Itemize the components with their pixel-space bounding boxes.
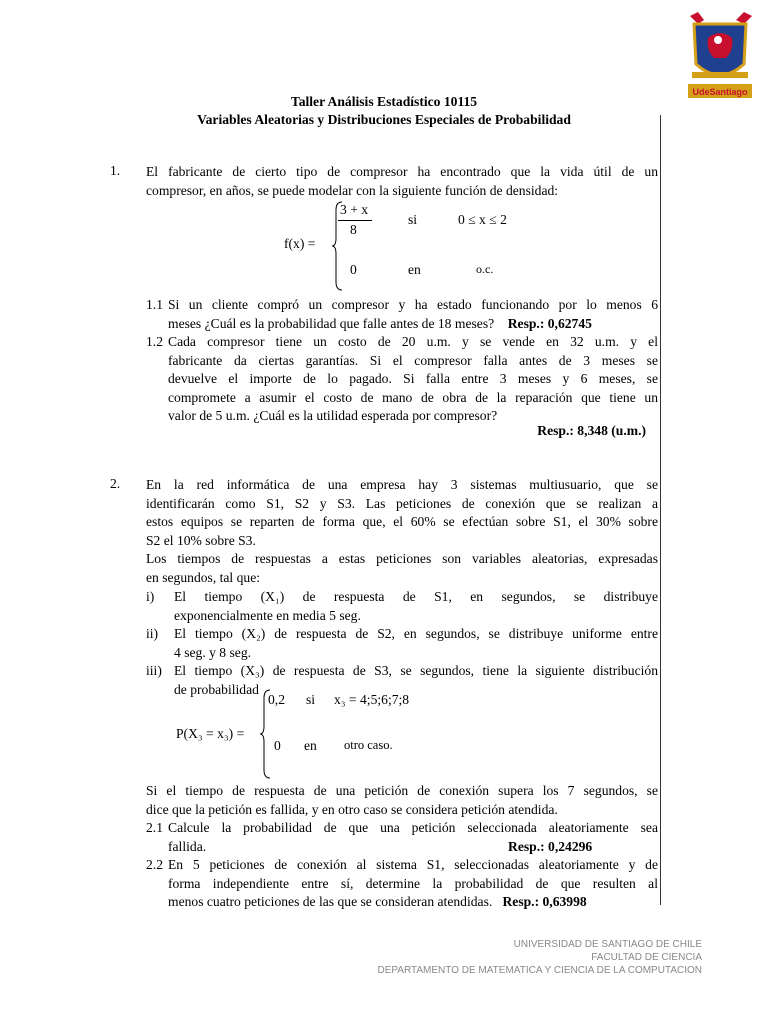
fx-oc: o.c. <box>476 262 494 276</box>
fraction-bar <box>338 220 372 221</box>
footer <box>377 938 702 977</box>
item-label: iii) <box>146 663 162 678</box>
sub-line: forma independiente entre sí, determine la probabilidad de que resulten al <box>168 875 658 891</box>
fx-en: en <box>408 262 421 277</box>
sub-label: 2.2 <box>146 857 163 872</box>
q1-statement <box>146 163 658 200</box>
sub-label: 1.2 <box>146 334 163 349</box>
q2-failure-definition <box>146 782 658 819</box>
page-subtitle: Variables Aleatorias y Distribuciones Especiales de Probabilidad <box>197 112 571 127</box>
probability-function <box>176 688 476 780</box>
fx-denominator: 8 <box>350 222 357 237</box>
answer-1-2: Resp.: 8,348 (u.m.) <box>537 423 646 438</box>
item-line: de probabilidad <box>174 681 259 697</box>
q1-line: compresor, en años, se puede modelar con la siguiente función de densidad: <box>146 182 559 198</box>
px-label: P(X₃ = x₃) = <box>176 726 245 741</box>
fx-zero: 0 <box>350 262 357 277</box>
px-otro-caso: otro caso. <box>344 738 393 752</box>
footer-university: UNIVERSIDAD DE SANTIAGO DE CHILE <box>513 939 702 950</box>
sub-line: meses ¿Cuál es la probabilidad que falle antes de 18 meses? <box>168 315 495 331</box>
sub-label: 1.1 <box>146 297 163 312</box>
sub-line: En 5 peticiones de conexión al sistema S1, seleccionadas aleatoriamente y de <box>168 857 658 872</box>
footer-department: DEPARTAMENTO DE MATEMATICA Y CIENCIA DE LA COMPUTACION <box>377 965 702 976</box>
item-line: El tiempo (X₂) de respuesta de S2, en segundos, se distribuye uniforme entre <box>174 626 658 641</box>
footer-faculty: FACULTAD DE CIENCIA <box>591 952 702 963</box>
q2-number: 2. <box>110 476 121 491</box>
px-value: 0,2 <box>268 692 285 707</box>
sub-line: devuelve el importe de lo pagado. Si falla entre 3 meses y 6 meses, se <box>168 371 658 387</box>
px-en: en <box>304 738 317 753</box>
fx-numerator: 3 + x <box>340 202 369 217</box>
q2-line: Si el tiempo de respuesta de una petición de conexión supera los 7 segundos, se <box>146 783 658 798</box>
q2-line: dice que la petición es fallida, y en otro caso se considera petición atendida. <box>146 801 558 817</box>
item-label: i) <box>146 589 155 604</box>
sub-line: valor de 5 u.m. ¿Cuál es la utilidad esperada por compresor? <box>168 408 498 424</box>
sub-line: fabricante da ciertas garantías. Si el compresor falla antes de 3 meses se <box>168 352 658 368</box>
margin-rule <box>660 115 661 905</box>
q2-sub-1 <box>146 819 658 856</box>
q1-line: El fabricante de cierto tipo de compresor ha encontrado que la vida útil de un <box>146 164 658 179</box>
density-function <box>284 200 544 292</box>
q2-line: En la red informática de una empresa hay 3 sistemas multiusuario, que se <box>146 477 658 492</box>
sub-line: fallida. <box>168 838 207 854</box>
q2-line: Los tiempos de respuestas a estas peticiones son variables aleatorias, expresadas <box>146 551 658 567</box>
sub-line: Cada compresor tiene un costo de 20 u.m. y se vende en 32 u.m. y el <box>168 334 658 349</box>
q1-sub-1 <box>146 296 658 333</box>
answer-2-2: Resp.: 0,63998 <box>502 894 587 910</box>
px-zero: 0 <box>274 738 281 753</box>
fx-si: si <box>408 212 418 227</box>
q1-number: 1. <box>110 163 121 178</box>
q2-line: en segundos, tal que: <box>146 569 261 585</box>
sub-line: menos cuatro peticiones de las que se consideran atendidas. <box>168 894 493 910</box>
item-line: 4 seg. y 8 seg. <box>174 644 252 660</box>
fx-condition: 0 ≤ x ≤ 2 <box>458 212 507 227</box>
px-si: si <box>306 692 316 707</box>
sub-line: Calcule la probabilidad de que una petición seleccionada aleatoriamente sea <box>168 820 658 835</box>
fx-label: f(x) = <box>284 236 316 251</box>
q2-line: identificarán como S1, S2 y S3. Las peticiones de conexión que se realizan a <box>146 495 658 511</box>
q1-sub-2 <box>146 333 658 426</box>
q2-statement <box>146 476 658 588</box>
item-line: El tiempo (X₁) de respuesta de S1, en segundos, se distribuye <box>174 589 658 604</box>
q2-line: S2 el 10% sobre S3. <box>146 532 256 548</box>
q2-sub-2 <box>146 856 658 912</box>
answer-1-1: Resp.: 0,62745 <box>507 315 592 331</box>
item-line: exponencialmente en media 5 seg. <box>174 607 361 623</box>
px-condition: x₃ = 4;5;6;7;8 <box>334 692 410 707</box>
university-logo <box>686 10 754 104</box>
q2-line: estos equipos se reparten de forma que, el 60% se efectúan sobre S1, el 30% sobre <box>146 514 658 530</box>
item-line: El tiempo (X₃) de respuesta de S3, se segundos, tiene la siguiente distribución <box>174 663 658 678</box>
item-label: ii) <box>146 626 159 641</box>
page-title: Taller Análisis Estadístico 10115 <box>290 94 478 109</box>
sub-line: Si un cliente compró un compresor y ha estado funcionando por lo menos 6 <box>168 297 658 312</box>
logo-caption: UdeSantiago <box>692 87 748 97</box>
sub-line: compromete a asumir el costo de mano de obra de la reparación que tiene un <box>168 389 658 405</box>
answer-2-1: Resp.: 0,24296 <box>508 838 593 854</box>
sub-label: 2.1 <box>146 820 163 835</box>
q2-item-i <box>146 588 658 625</box>
q2-item-ii <box>146 625 658 662</box>
